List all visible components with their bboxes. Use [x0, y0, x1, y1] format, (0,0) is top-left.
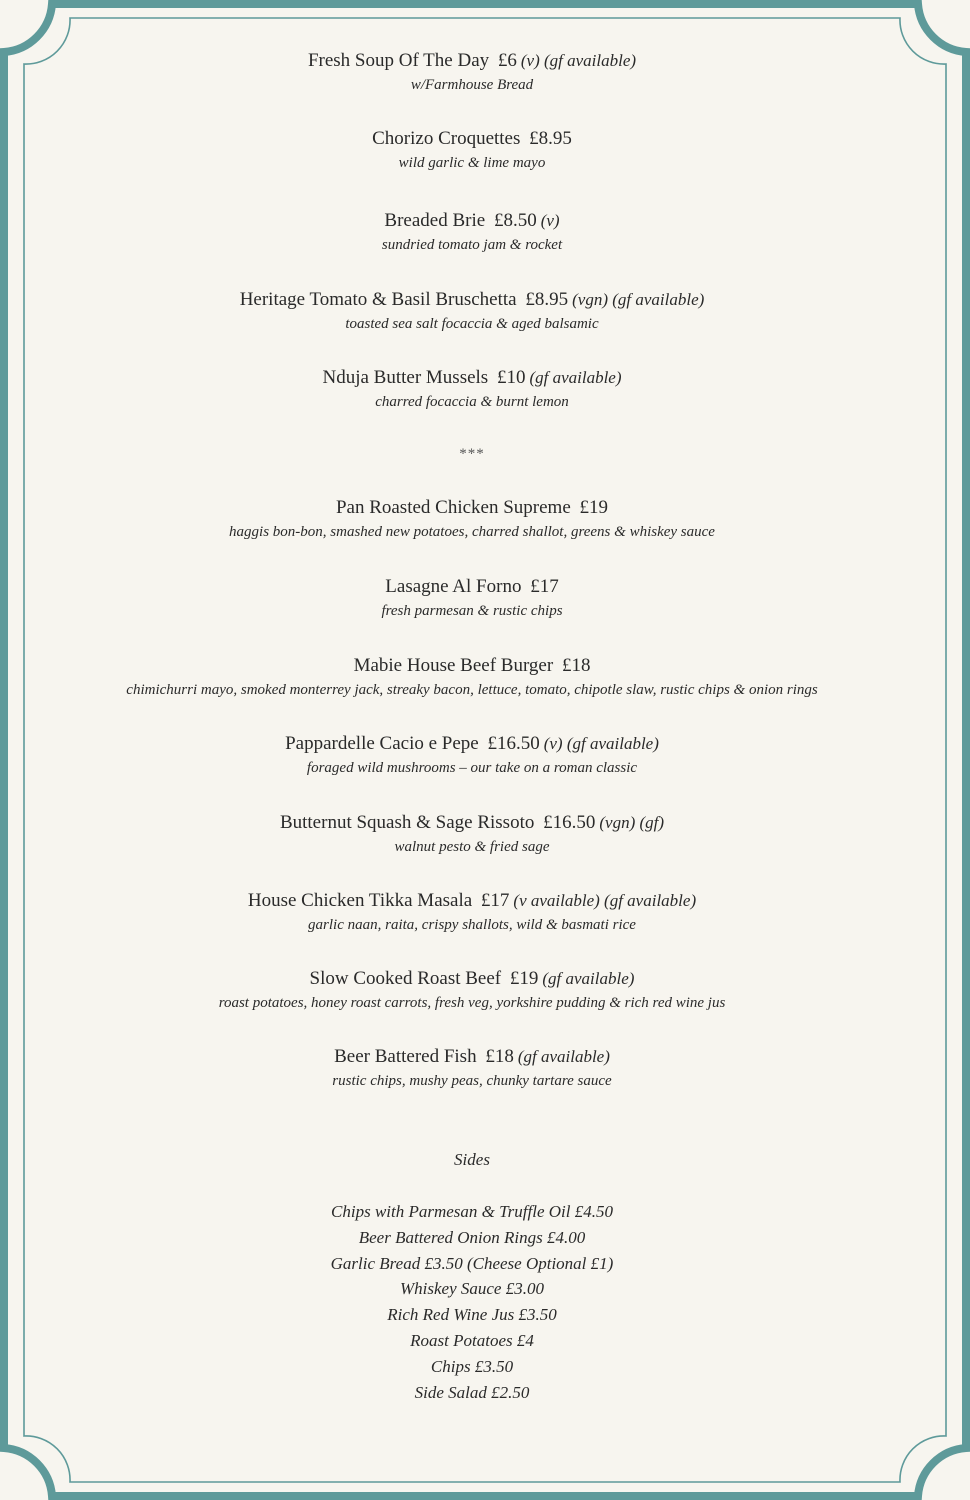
item-title: [60, 48, 884, 74]
item-price: £17: [530, 576, 559, 597]
item-name: Butternut Squash & Sage Rissoto: [279, 812, 535, 833]
menu-item-burger: [60, 653, 884, 701]
item-description: rustic chips, mushy peas, chunky tartare sauce: [332, 1073, 612, 1089]
item-tags: (vgn) (gf): [599, 813, 665, 832]
item-description: toasted sea salt focaccia & aged balsamic: [345, 316, 599, 332]
menu-item-roast-beef: [60, 966, 884, 1014]
item-price: £8.95: [525, 289, 569, 310]
item-description: wild garlic & lime mayo: [398, 155, 546, 171]
menu-item-chicken-supreme: [60, 495, 884, 543]
item-price: £18: [561, 655, 591, 676]
item-name: Heritage Tomato & Basil Bruschetta: [239, 289, 517, 310]
item-description: roast potatoes, honey roast carrots, fresh veg, yorkshire pudding & rich red wine jus: [218, 995, 726, 1011]
item-title: [60, 731, 884, 757]
side-item: Whiskey Sauce £3.00: [400, 1279, 544, 1299]
side-item: Roast Potatoes £4: [410, 1330, 534, 1350]
item-price: £6: [497, 50, 517, 71]
item-name: Pan Roasted Chicken Supreme: [335, 497, 571, 518]
item-title: [60, 365, 884, 391]
item-price: £16.50: [543, 812, 596, 833]
item-description: fresh parmesan & rustic chips: [381, 603, 563, 619]
item-tags: (gf available): [529, 368, 622, 387]
item-description: sundried tomato jam & rocket: [381, 237, 563, 253]
menu-item-risotto: [60, 810, 884, 858]
side-item: Garlic Bread £3.50 (Cheese Optional £1): [330, 1253, 614, 1273]
item-description: walnut pesto & fried sage: [394, 839, 550, 855]
side-item: Side Salad £2.50: [414, 1382, 530, 1402]
item-name: Fresh Soup Of The Day: [307, 50, 490, 71]
section-divider: ***: [459, 446, 485, 462]
item-description: charred focaccia & burnt lemon: [375, 394, 569, 410]
menu-item-croquettes: [60, 126, 884, 174]
item-title: [60, 574, 884, 600]
item-title: [60, 653, 884, 679]
menu-item-mussels: [60, 365, 884, 413]
item-description: chimichurri mayo, smoked monterrey jack, streaky bacon, lettuce, tomato, chipotle slaw, rustic chips & onion rings: [126, 682, 818, 698]
item-title: [60, 287, 884, 313]
item-description: haggis bon-bon, smashed new potatoes, charred shallot, greens & whiskey sauce: [229, 524, 715, 540]
menu-item-lasagne: [60, 574, 884, 622]
item-name: Chorizo Croquettes: [372, 128, 521, 149]
item-name: Lasagne Al Forno: [385, 576, 522, 597]
menu-item-bruschetta: [60, 287, 884, 335]
item-tags: (v) (gf available): [543, 734, 659, 753]
item-description: foraged wild mushrooms – our take on a roman classic: [306, 760, 638, 776]
item-description: garlic naan, raita, crispy shallots, wild & basmati rice: [308, 917, 636, 933]
menu-item-brie: [60, 208, 884, 256]
item-title: [60, 495, 884, 521]
item-name: Mabie House Beef Burger: [353, 655, 554, 676]
side-item: Rich Red Wine Jus £3.50: [387, 1305, 557, 1325]
side-item: Beer Battered Onion Rings £4.00: [358, 1227, 586, 1247]
item-title: [60, 208, 884, 234]
item-tags: (gf available): [542, 969, 635, 988]
item-price: £18: [485, 1046, 514, 1067]
item-price: £8.50: [493, 210, 537, 231]
item-price: £19: [509, 968, 539, 989]
side-item: Chips with Parmesan & Truffle Oil £4.50: [331, 1202, 613, 1221]
side-item: Chips £3.50: [430, 1356, 514, 1376]
item-name: House Chicken Tikka Masala: [247, 890, 473, 911]
sides-heading: Sides: [454, 1150, 490, 1169]
item-price: £17: [480, 890, 510, 911]
item-name: Beer Battered Fish: [334, 1046, 477, 1067]
sides-list: [0, 1199, 944, 1405]
menu-item-pappardelle: [60, 731, 884, 779]
item-title: [60, 888, 884, 914]
item-tags: (v) (gf available): [520, 51, 637, 70]
item-name: Breaded Brie: [384, 210, 486, 231]
item-description: w/Farmhouse Bread: [410, 77, 534, 93]
menu-item-tikka-masala: [60, 888, 884, 936]
item-title: [60, 966, 884, 992]
menu-item-soup: [60, 48, 884, 96]
item-name: Pappardelle Cacio e Pepe: [285, 733, 479, 754]
item-name: Nduja Butter Mussels: [322, 367, 489, 388]
item-price: £19: [579, 497, 609, 518]
item-price: £16.50: [487, 733, 540, 754]
item-tags: (v available) (gf available): [513, 891, 697, 910]
item-title: [60, 126, 884, 152]
item-price: £10: [496, 367, 526, 388]
item-title: [60, 1044, 884, 1070]
item-tags: (vgn) (gf available): [572, 290, 705, 309]
item-title: [60, 810, 884, 836]
menu-item-fish: [60, 1044, 884, 1092]
item-price: £8.95: [529, 128, 572, 149]
item-tags: (v): [540, 211, 560, 230]
item-tags: (gf available): [517, 1047, 610, 1066]
item-name: Slow Cooked Roast Beef: [309, 968, 502, 989]
